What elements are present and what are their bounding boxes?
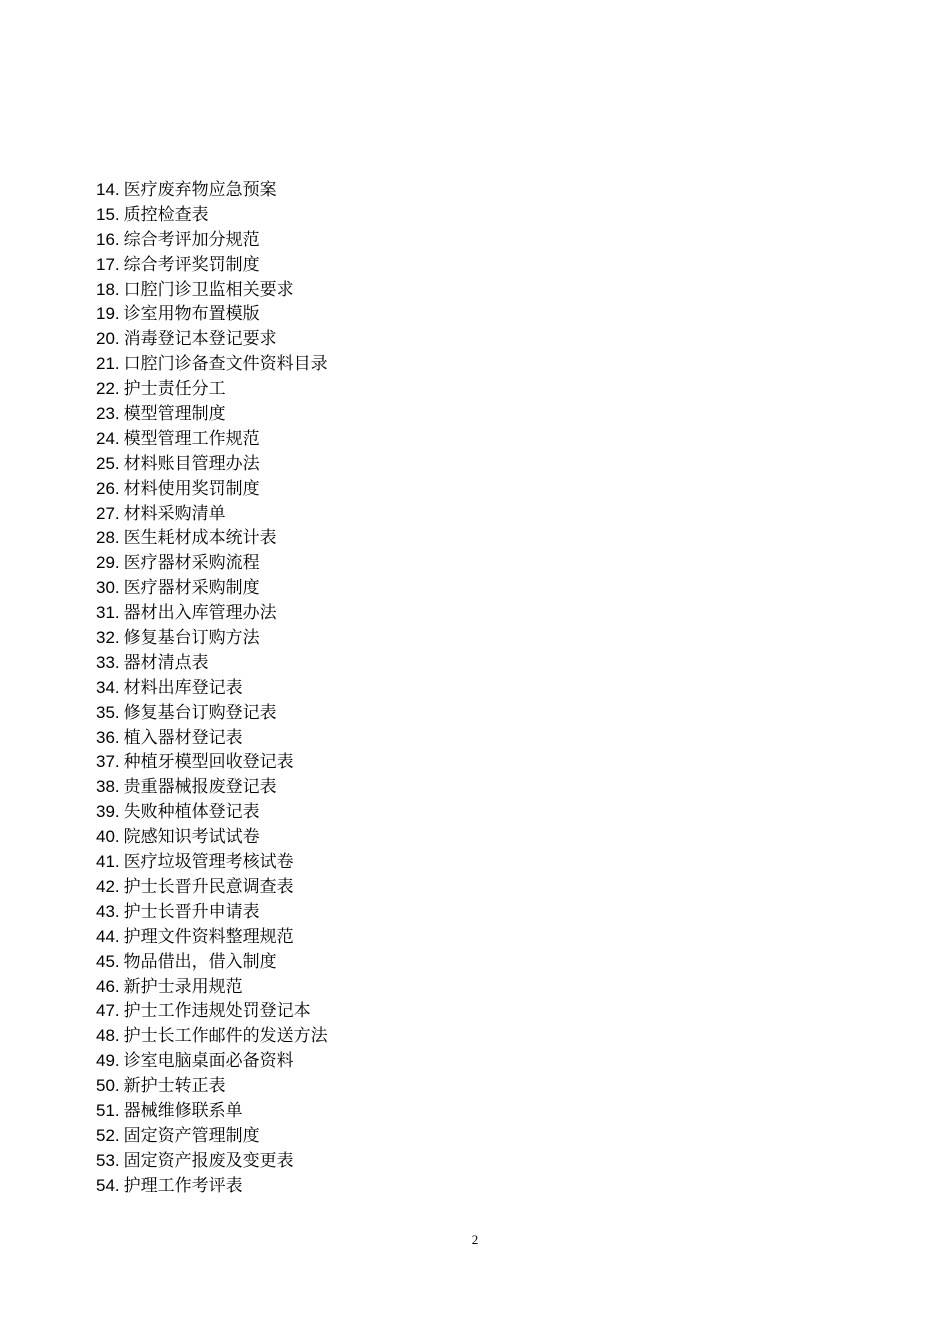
list-item-number: 29. — [96, 553, 120, 573]
list-item — [96, 302, 328, 327]
list-item-number: 52. — [96, 1125, 120, 1145]
list-item-text: 医疗垃圾管理考核试卷 — [123, 852, 294, 872]
list-item-number: 30. — [96, 578, 120, 598]
list-item-text: 器械维修联系单 — [123, 1100, 243, 1120]
list-item-number: 50. — [96, 1076, 120, 1096]
list-item — [96, 576, 328, 601]
list-item-text: 修复基台订购登记表 — [123, 702, 277, 722]
list-item-number: 44. — [96, 926, 120, 946]
list-item-text: 诊室用物布置模版 — [123, 304, 260, 324]
list-item-text: 口腔门诊卫监相关要求 — [123, 279, 294, 299]
list-item — [96, 551, 328, 576]
list-item-text: 医疗器材采购流程 — [123, 553, 260, 573]
list-item-text: 固定资产报废及变更表 — [123, 1150, 294, 1170]
list-item — [96, 1024, 328, 1049]
list-item-text: 护士长工作邮件的发送方法 — [123, 1026, 328, 1046]
list-item — [96, 1074, 328, 1099]
list-item-number: 53. — [96, 1150, 120, 1170]
list-item-number: 35. — [96, 702, 120, 722]
list-item-number: 47. — [96, 1001, 120, 1021]
list-item-number: 40. — [96, 827, 120, 847]
list-item-text: 医疗废弃物应急预案 — [123, 180, 277, 199]
list-item-number: 37. — [96, 752, 120, 772]
list-item-text: 口腔门诊备查文件资料目录 — [123, 354, 328, 374]
list-item — [96, 502, 328, 527]
list-item-text: 诊室电脑桌面必备资料 — [123, 1051, 294, 1071]
list-item-number: 38. — [96, 777, 120, 797]
page-number: 2 — [471, 1232, 479, 1247]
list-item-number: 45. — [96, 951, 120, 971]
list-item-text: 护士工作违规处罚登记本 — [123, 1001, 311, 1021]
list-item — [96, 676, 328, 701]
list-item-text: 材料账目管理办法 — [123, 453, 260, 473]
list-item-text: 质控检查表 — [123, 204, 209, 224]
list-item-text: 护理工作考评表 — [123, 1175, 243, 1195]
list-item-text: 器材清点表 — [123, 652, 209, 672]
list-item — [96, 526, 328, 551]
list-item-number: 39. — [96, 802, 120, 822]
list-item-text: 护士责任分工 — [123, 379, 226, 399]
list-item — [96, 1174, 328, 1199]
list-item-text: 护理文件资料整理规范 — [123, 926, 294, 946]
list-item-number: 15. — [96, 204, 120, 224]
list-item-number: 28. — [96, 528, 120, 548]
list-item-text: 院感知识考试试卷 — [123, 827, 260, 847]
list-item-text: 固定资产管理制度 — [123, 1125, 260, 1145]
list-item — [96, 726, 328, 751]
list-item-text: 综合考评加分规范 — [123, 229, 260, 249]
list-item-number: 21. — [96, 354, 120, 374]
list-item-text: 消毒登记本登记要求 — [123, 329, 277, 349]
list-item-number: 48. — [96, 1026, 120, 1046]
list-item-number: 31. — [96, 603, 120, 623]
list-item — [96, 1099, 328, 1124]
list-item-number: 18. — [96, 279, 120, 299]
list-item-text: 材料使用奖罚制度 — [123, 478, 260, 498]
list-item-text: 器材出入库管理办法 — [123, 603, 277, 623]
list-item-text: 贵重器械报废登记表 — [123, 777, 277, 797]
list-item-number: 16. — [96, 229, 120, 249]
list-item — [96, 327, 328, 352]
list-item-text: 修复基台订购方法 — [123, 628, 260, 648]
list-item — [96, 975, 328, 1000]
list-item — [96, 1124, 328, 1149]
document-list — [96, 178, 328, 1199]
list-item-text: 综合考评奖罚制度 — [123, 254, 260, 274]
list-item — [96, 278, 328, 303]
list-item-number: 27. — [96, 503, 120, 523]
list-item-text: 种植牙模型回收登记表 — [123, 752, 294, 772]
list-item-number: 32. — [96, 628, 120, 648]
list-item — [96, 701, 328, 726]
list-item — [96, 352, 328, 377]
list-item-number: 34. — [96, 677, 120, 697]
list-item-number: 23. — [96, 404, 120, 424]
list-item — [96, 875, 328, 900]
list-item-number: 14. — [96, 180, 120, 199]
list-item-number: 36. — [96, 727, 120, 747]
list-item-number: 54. — [96, 1175, 120, 1195]
list-item-number: 17. — [96, 254, 120, 274]
list-item-text: 医疗器材采购制度 — [123, 578, 260, 598]
list-item — [96, 477, 328, 502]
list-item-number: 42. — [96, 876, 120, 896]
list-item — [96, 402, 328, 427]
list-item-text: 植入器材登记表 — [123, 727, 243, 747]
list-item-text: 新护士录用规范 — [123, 976, 243, 996]
list-item-number: 49. — [96, 1051, 120, 1071]
list-item — [96, 999, 328, 1024]
list-item-text: 材料出库登记表 — [123, 677, 243, 697]
list-item-number: 25. — [96, 453, 120, 473]
list-item-number: 22. — [96, 379, 120, 399]
list-item — [96, 178, 328, 203]
list-item — [96, 775, 328, 800]
list-item — [96, 950, 328, 975]
list-item — [96, 253, 328, 278]
list-item — [96, 601, 328, 626]
list-item — [96, 651, 328, 676]
list-item-number: 43. — [96, 901, 120, 921]
list-item-number: 33. — [96, 652, 120, 672]
list-item — [96, 427, 328, 452]
list-item — [96, 800, 328, 825]
list-item — [96, 228, 328, 253]
list-item-text: 护士长晋升申请表 — [123, 901, 260, 921]
list-item — [96, 1149, 328, 1174]
list-item-text: 新护士转正表 — [123, 1076, 226, 1096]
list-item — [96, 850, 328, 875]
list-item-number: 51. — [96, 1100, 120, 1120]
list-item-text: 医生耗材成本统计表 — [123, 528, 277, 548]
list-item-number: 20. — [96, 329, 120, 349]
list-item — [96, 825, 328, 850]
list-item — [96, 377, 328, 402]
list-item-number: 24. — [96, 428, 120, 448]
list-item — [96, 626, 328, 651]
list-item — [96, 925, 328, 950]
list-item-text: 物品借出，借入制度 — [123, 951, 277, 971]
list-item — [96, 750, 328, 775]
list-item — [96, 452, 328, 477]
list-item-number: 19. — [96, 304, 120, 324]
list-item-text: 护士长晋升民意调查表 — [123, 876, 294, 896]
list-item-text: 模型管理工作规范 — [123, 428, 260, 448]
list-item-text: 模型管理制度 — [123, 404, 226, 424]
list-item — [96, 900, 328, 925]
list-item-number: 46. — [96, 976, 120, 996]
list-item-text: 材料采购清单 — [123, 503, 226, 523]
list-item-text: 失败种植体登记表 — [123, 802, 260, 822]
list-item-number: 26. — [96, 478, 120, 498]
list-item-number: 41. — [96, 852, 120, 872]
list-item — [96, 1049, 328, 1074]
list-item — [96, 203, 328, 228]
